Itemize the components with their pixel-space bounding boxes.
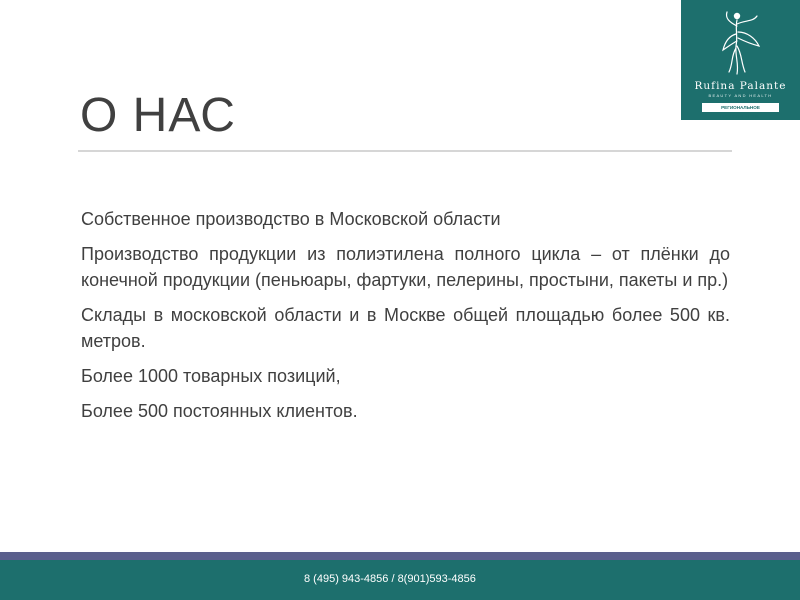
footer-phone: 8 (495) 943-4856 / 8(901)593-4856 bbox=[304, 573, 476, 585]
list-item-text: Более 500 постоянных клиентов. bbox=[81, 401, 358, 421]
list-item-text: Более 1000 товарных позиций, bbox=[81, 366, 341, 386]
logo-name: Rufina Palante bbox=[694, 80, 787, 92]
list-item-text: Собственное производство в Московской области bbox=[81, 209, 501, 229]
list-item bbox=[62, 206, 730, 232]
list-item bbox=[62, 363, 730, 389]
page-title: О НАС bbox=[80, 89, 236, 142]
bullet-list bbox=[62, 206, 730, 433]
logo-tagline: BEAUTY AND HEALTH bbox=[708, 93, 773, 98]
logo-strip: РЕГИОНАЛЬНОЕ ПОДРАЗДЕЛЕНИЕ bbox=[702, 103, 779, 112]
list-item bbox=[62, 302, 730, 354]
brand-logo bbox=[681, 0, 800, 120]
list-item-text: Склады в московской области и в Москве общей площадью более 500 кв. метров. bbox=[81, 305, 730, 351]
title-divider bbox=[78, 150, 732, 152]
fairy-figure-icon bbox=[717, 6, 763, 78]
footer-band bbox=[0, 560, 800, 600]
footer-accent-line bbox=[0, 552, 800, 560]
list-item bbox=[62, 241, 730, 293]
list-item bbox=[62, 398, 730, 424]
list-item-text: Производство продукции из полиэтилена полного цикла – от плёнки до конечной продукции (пеньюары, фартуки, пелерины, простыни, пакеты и пр.) bbox=[81, 244, 730, 290]
